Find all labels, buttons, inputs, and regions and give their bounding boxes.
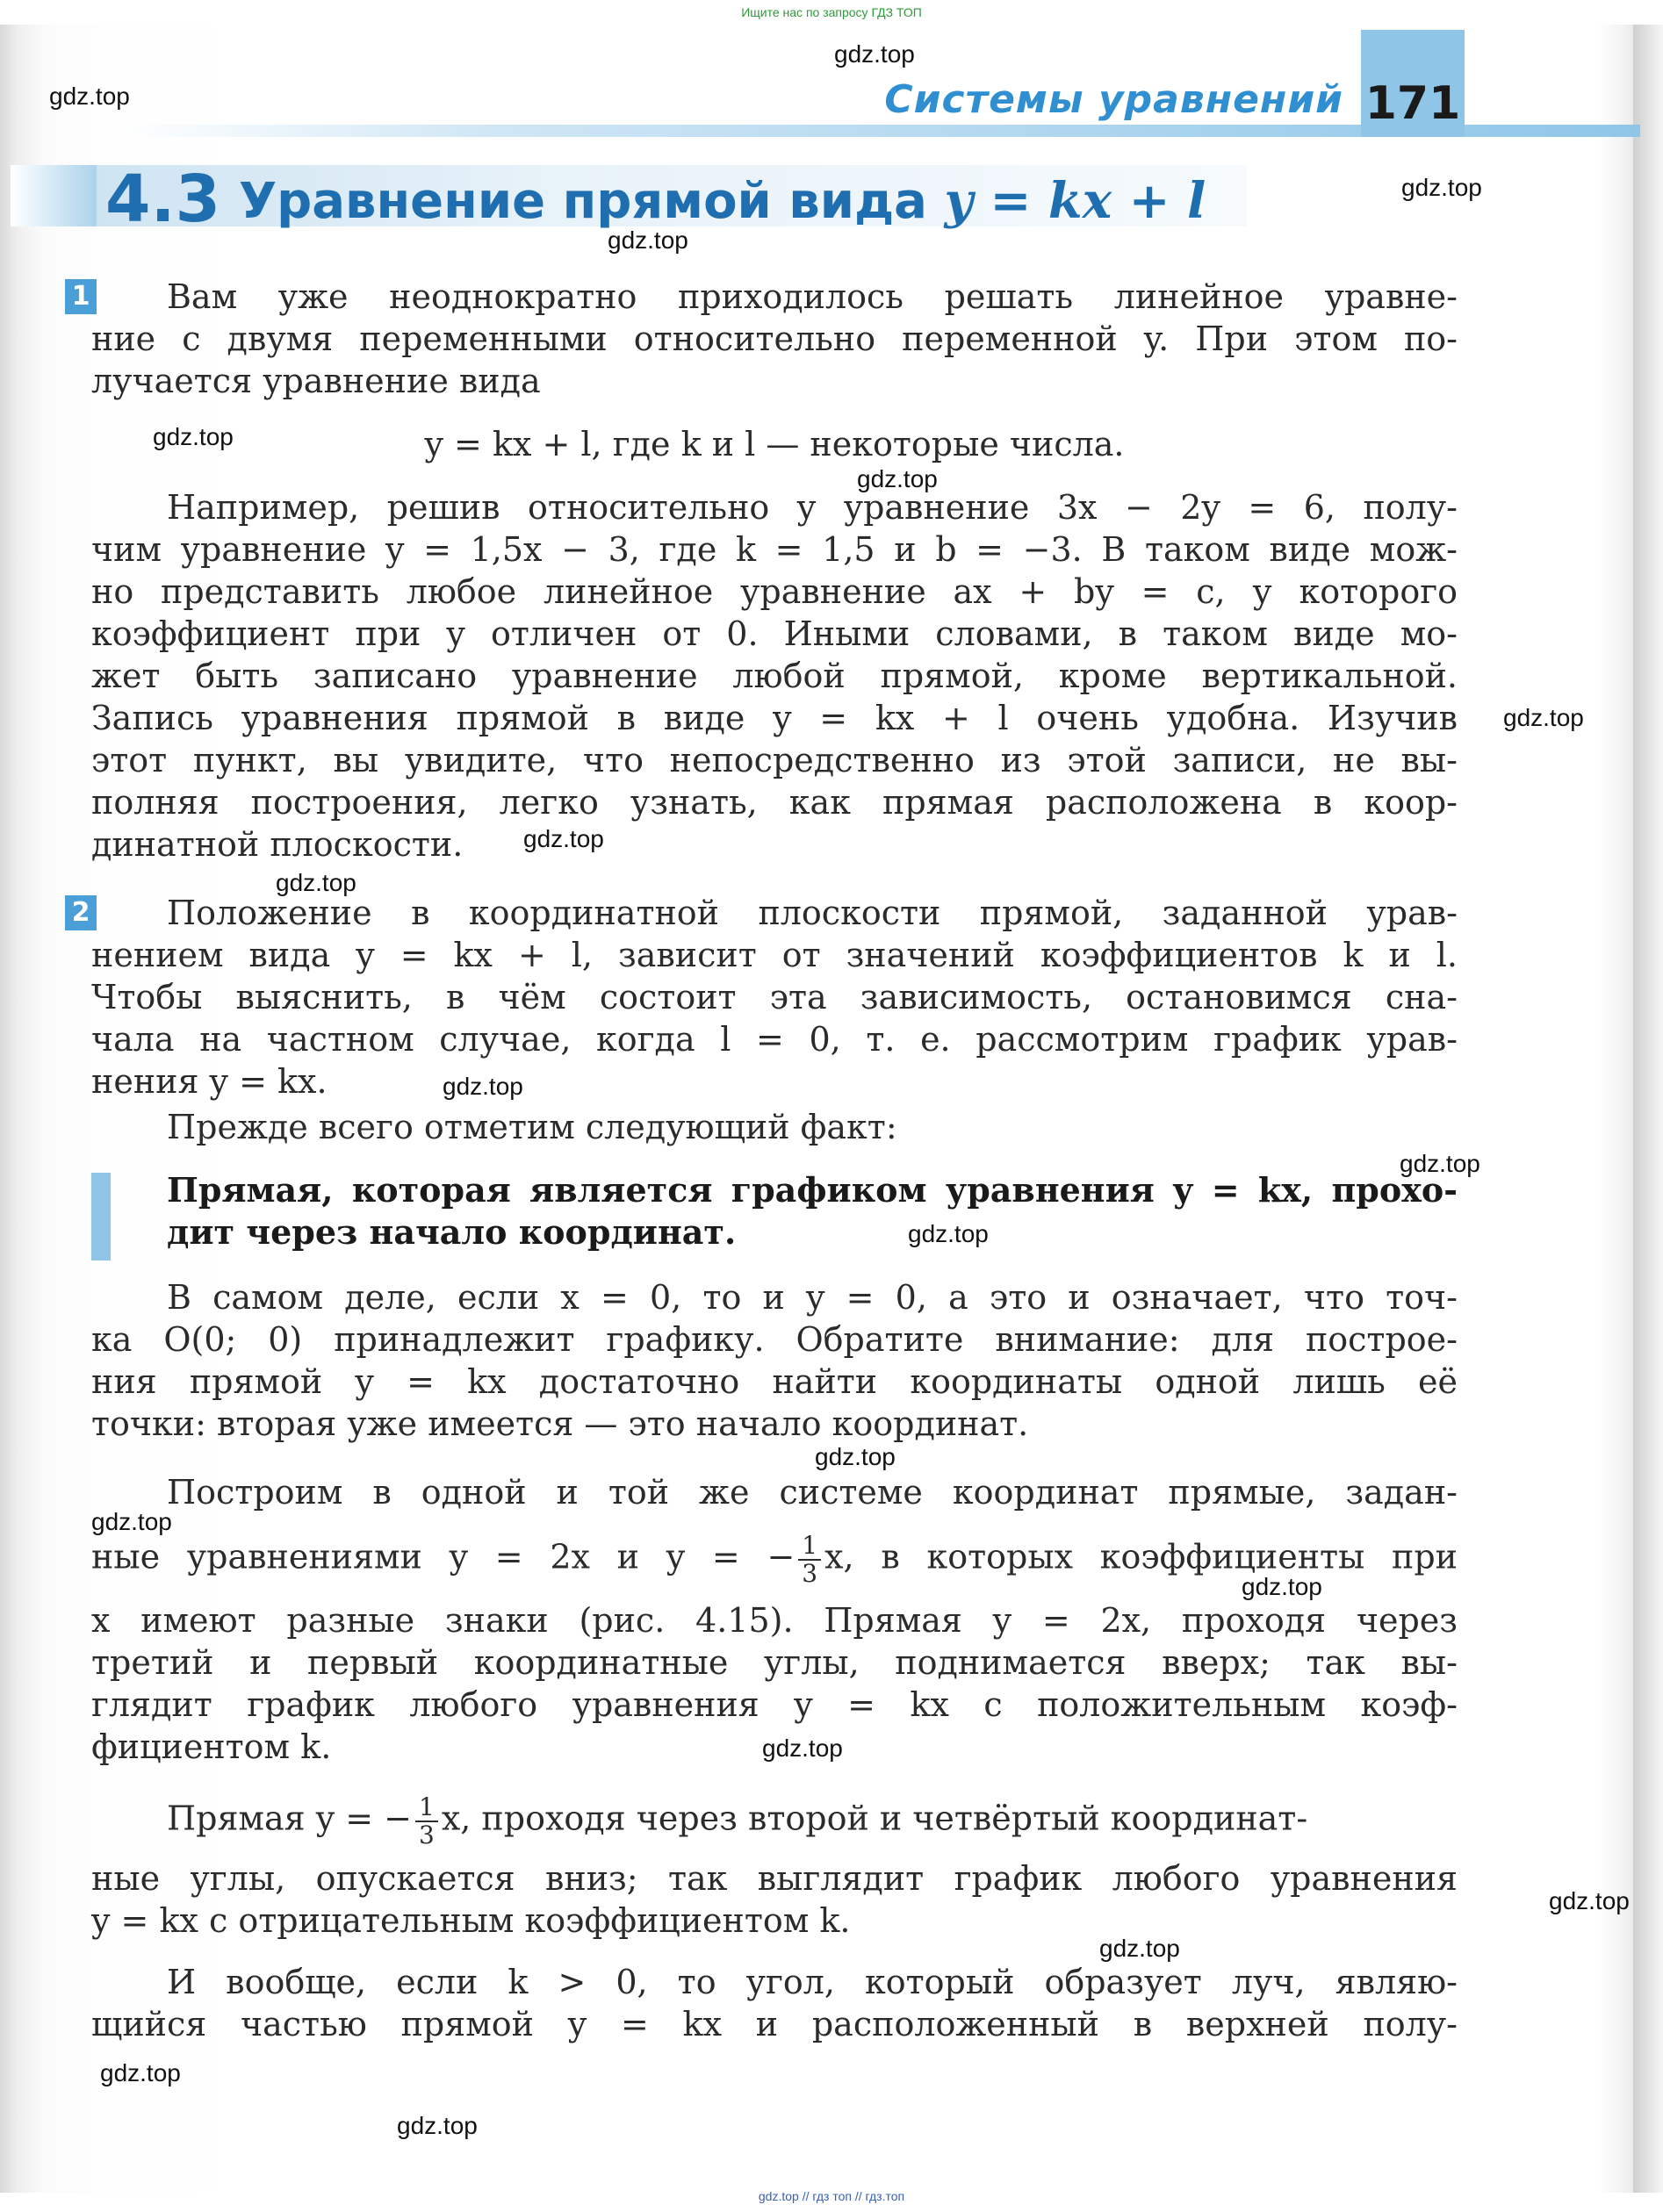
text-line: лучается уравнение вида — [91, 362, 541, 400]
section-title-text: Уравнение прямой вида — [239, 173, 945, 230]
text-line: Построим в одной и той же системе координат прямые, задан- — [167, 1473, 1458, 1512]
fraction-one-third — [798, 1533, 821, 1587]
section-number: 4.3 — [105, 162, 221, 237]
watermark: gdz.top — [815, 1443, 896, 1470]
rule-highlight-bar — [91, 1173, 111, 1260]
running-title: Системы уравнений — [884, 77, 1343, 122]
bottom-note: gdz.top // гдз топ // гдз.топ — [758, 2189, 905, 2203]
text-line: И вообще, если k > 0, то угол, который образует луч, являю- — [167, 1963, 1458, 2001]
watermark: gdz.top — [1549, 1887, 1630, 1914]
text-line: Чтобы выяснить, в чём состоит эта зависимость, остановимся сна- — [91, 978, 1458, 1016]
section-title-formula: y = kx + l — [944, 172, 1206, 230]
paragraph-marker-1: 1 — [65, 279, 97, 314]
text-fragment: Прямая y = − — [167, 1799, 413, 1838]
watermark: gdz.top — [49, 83, 130, 110]
watermark: gdz.top — [276, 869, 356, 896]
text-line: x имеют разные знаки (рис. 4.15). Прямая y = 2x, проходя через — [91, 1601, 1458, 1640]
rule-line: Прямая, которая является графиком уравнения y = kx, прохо- — [167, 1170, 1458, 1210]
text-fragment: x, в которых коэффициенты при — [824, 1537, 1458, 1576]
watermark: gdz.top — [1099, 1935, 1180, 1962]
formula-line: y = kx + l, где k и l — некоторые числа. — [424, 425, 1125, 463]
text-line-with-fraction — [167, 1794, 1458, 1849]
text-fragment: ные уравнениями y = 2x и y = − — [91, 1537, 796, 1576]
watermark: gdz.top — [1400, 1150, 1480, 1177]
text-line: жет быть записано уравнение любой прямой, кроме вертикальной. — [91, 657, 1458, 695]
watermark: gdz.top — [1242, 1573, 1322, 1600]
watermark: gdz.top — [834, 40, 915, 68]
watermark: gdz.top — [153, 423, 234, 450]
text-line: чала на частном случае, когда l = 0, т. е. рассмотрим график урав- — [91, 1020, 1458, 1059]
rule-line: дит через начало координат. — [167, 1212, 737, 1252]
watermark: gdz.top — [908, 1220, 989, 1247]
paragraph-marker-2: 2 — [65, 895, 97, 930]
text-line: фициентом k. — [91, 1727, 332, 1766]
fraction-denominator: 3 — [419, 1821, 435, 1849]
watermark: gdz.top — [443, 1073, 523, 1100]
watermark: gdz.top — [1401, 174, 1482, 201]
text-line: но представить любое линейное уравнение ax + by = c, у которого — [91, 572, 1458, 611]
text-line: Положение в координатной плоскости прямой, заданной урав- — [167, 894, 1458, 932]
text-line: В самом деле, если x = 0, то и y = 0, а это и означает, что точ- — [167, 1278, 1458, 1317]
fraction-one-third — [415, 1794, 438, 1849]
text-line: Вам уже неоднократно приходилось решать линейное уравне- — [167, 277, 1458, 316]
text-line: Например, решив относительно y уравнение 3x − 2y = 6, полу- — [167, 488, 1458, 527]
text-line: Прежде всего отметим следующий факт: — [167, 1108, 897, 1146]
fraction-numerator: 1 — [798, 1533, 821, 1561]
text-line: коэффициент при y отличен от 0. Иными словами, в таком виде мо- — [91, 614, 1458, 653]
text-line: чим уравнение y = 1,5x − 3, где k = 1,5 и b = −3. В таком виде мож- — [91, 530, 1458, 569]
watermark: gdz.top — [857, 465, 938, 492]
watermark: gdz.top — [523, 825, 604, 852]
text-line: ные углы, опускается вниз; так выглядит график любого уравнения — [91, 1859, 1458, 1898]
watermark: gdz.top — [100, 2059, 181, 2086]
section-title — [239, 172, 1206, 230]
watermark: gdz.top — [1503, 704, 1584, 731]
top-search-note: Ищите нас по запросу ГДЗ ТОП — [741, 5, 922, 19]
fraction-denominator: 3 — [802, 1559, 818, 1588]
text-fragment: x, проходя через второй и четвёртый координат- — [441, 1799, 1308, 1838]
text-line: этот пункт, вы увидите, что непосредственно из этой записи, не вы- — [91, 741, 1458, 779]
text-line: глядит график любого уравнения y = kx с положительным коэф- — [91, 1685, 1458, 1724]
watermark: gdz.top — [397, 2112, 478, 2139]
text-line: точки: вторая уже имеется — это начало координат. — [91, 1404, 1029, 1443]
page-edge — [1633, 25, 1663, 2193]
text-line: щийся частью прямой y = kx и расположенный в верхней полу- — [91, 2005, 1458, 2043]
text-line: Запись уравнения прямой в виде y = kx + l очень удобна. Изучив — [91, 699, 1458, 737]
text-line: ние с двумя переменными относительно переменной y. При этом по- — [91, 320, 1458, 358]
text-line: ка O(0; 0) принадлежит графику. Обратите внимание: для построе- — [91, 1320, 1458, 1359]
text-line: динатной плоскости. — [91, 825, 464, 864]
text-line: нением вида y = kx + l, зависит от значений коэффициентов k и l. — [91, 936, 1458, 974]
text-line: третий и первый координатные углы, поднимается вверх; так вы- — [91, 1643, 1458, 1682]
watermark: gdz.top — [91, 1508, 172, 1535]
text-line: ния прямой y = kx достаточно найти координаты одной лишь её — [91, 1362, 1458, 1401]
watermark: gdz.top — [608, 226, 688, 254]
fraction-numerator: 1 — [415, 1794, 438, 1822]
text-line: y = kx с отрицательным коэффициентом k. — [91, 1901, 851, 1940]
text-line: нения y = kx. — [91, 1062, 328, 1101]
watermark: gdz.top — [762, 1734, 843, 1762]
page-number: 171 — [1364, 77, 1461, 130]
section-bar-accent — [11, 165, 98, 226]
text-line: полняя построения, легко узнать, как прямая расположена в коор- — [91, 783, 1458, 822]
